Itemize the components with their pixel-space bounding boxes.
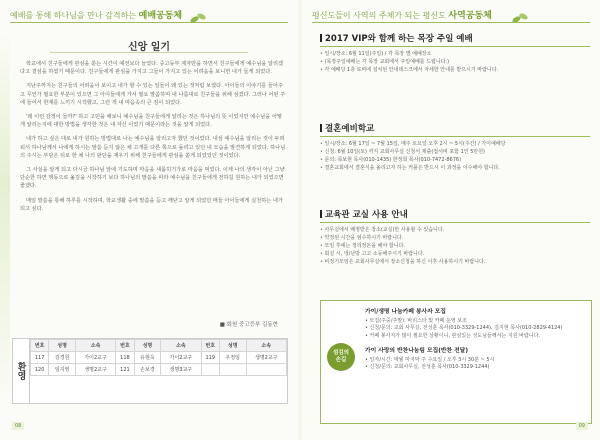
section-bar-icon: [320, 34, 322, 42]
roster-header: 번호: [201, 340, 219, 352]
volunteer-title: 가이 사랑의 반찬나눔팀 모집(반찬 전달): [365, 348, 468, 354]
article-title: 신앙 일기: [127, 42, 171, 53]
roster-cell: 119: [201, 352, 219, 364]
list-item: • 회실 시, 냉/난방 고고 소등해주시기 바랍니다.: [320, 250, 590, 258]
roster-cell: 117: [31, 352, 49, 364]
list-item: • 카페 봉사자가 많이 필요한 상황이니, 관심있는 성도님들께서는 지원 바랍니다.: [365, 333, 585, 341]
serving-badge-line: 손길: [335, 357, 347, 363]
article-paragraph: 학교에서 친구들에게 관심을 쏟는 시간이 예전보다 늘었다. 중고등부 제자반을 하면서 친구들에게 예수님을 알리겠다고 결심을 하였기 때문이다. 친구들에게 관심을 가지고 그들이 가지고 있는 어려움을 보니면 내가 들게 되었다.: [20, 61, 283, 76]
roster-cell: [219, 364, 246, 376]
left-header-highlight: 예배공동체: [138, 11, 183, 21]
section-classroom-guide: [320, 208, 590, 266]
section-title: [320, 32, 590, 47]
list-item: • 일자/시간: 매월 마지막 주 수요일 / 오후 3시 30분 ~ 5시: [365, 357, 585, 365]
volunteer-content: [365, 307, 585, 372]
list-item: • 결혼교회에서 결혼식을 올리고자 하는 커플은 반드시 이 과정을 이수해야 합니다.: [320, 164, 590, 172]
section-list: [320, 140, 590, 172]
section-title-text: 결혼예비학교: [325, 124, 375, 134]
roster-cell: 임지영: [49, 364, 76, 376]
roster-cell: 121: [116, 364, 134, 376]
roster-cell: 120: [31, 364, 49, 376]
roster-cell: 118: [116, 352, 134, 364]
article-paragraph: '왜 이런 감정이 들까?' 하고 고민을 해보니 예수님을 친구들에게 알리는 것은 하나님의 뜻 이었지만 예수님을 어떻게 알리는지에 대한 방법을 생각한 것은 내 자신 이었기 때문이라는 것을 알게 되었다.: [20, 114, 282, 129]
roster-header-row: [31, 340, 287, 352]
roster-cell: 우정임: [219, 352, 246, 364]
list-item: • 문의: 목보현 목사(010-1435) 한정희 목사(010-7472-8676): [320, 156, 590, 164]
volunteer-list: [365, 357, 585, 372]
leaf-decoration: [0, 30, 10, 410]
page-number: 08: [12, 422, 24, 430]
roster-header: 소속: [161, 340, 201, 352]
section-title: [320, 122, 590, 137]
left-page: [0, 0, 298, 440]
article-paragraph: 매일 말씀을 통해 하루를 시작하며, 학교생활 중에 말씀을 듣고 깨닫고 알게 되었던 매들 아이들에게 실천하는 내가 되고 싶다.: [20, 197, 283, 212]
roster-header: 성명: [219, 340, 246, 352]
section-title-text: 교육관 교실 사용 안내: [325, 210, 408, 220]
roster-header: 번호: [31, 340, 49, 352]
right-header: [312, 8, 590, 21]
list-item: • 각 예배당 1층 로비에 설치된 안내데스크에서 자세한 안내를 받으시기 바랍니다.: [320, 66, 590, 74]
list-item: • 신청/문의: 교회사무실, 전성훈 목사(010-3329-1244): [365, 364, 585, 372]
list-item: • 신청/문의: 교회 사무실, 전성훈 목사(010-3329-1244), 김지현 목사(010-2829-4124): [365, 325, 585, 333]
volunteer-list: [365, 318, 585, 341]
list-item: • 일시/장소: 6월 17일 ~ 7월 15일, 매주 토요일 오후 2시 ~ 5시(주간) / 가이예배당: [320, 140, 590, 148]
roster-header: 소속: [75, 340, 115, 352]
left-header-line: [10, 22, 288, 23]
serving-badge: [327, 343, 355, 371]
roster-cell: [246, 364, 286, 376]
roster-cell: 가이2교구: [75, 352, 115, 364]
list-item: • 신청: 6월 10일(토) 까지 교회사무실 신청서 제출(접서비 포함 1인 5만원): [320, 148, 590, 156]
section-title: [320, 208, 590, 223]
roster-header: 성명: [134, 340, 161, 352]
roster-cell: 유현욱: [134, 352, 161, 364]
roster-header: 번호: [116, 340, 134, 352]
roster-cell: 생명2교구: [246, 352, 286, 364]
left-header-text: 예배를 통해 하나님을 만나 감격하는: [10, 11, 139, 20]
right-page: [302, 0, 600, 440]
welcome-roster: [12, 338, 288, 404]
page-number: 09: [576, 422, 588, 430]
article-body: [20, 60, 286, 219]
title-divider: [50, 52, 248, 53]
section-bar-icon: [320, 124, 322, 132]
list-item: • (목장주일예배는 각 목장 교회에서 주일예배를 드립니다.): [320, 58, 590, 66]
section-title-text: 2017 VIP와 함께 하는 목장 주일 예배: [325, 34, 473, 44]
roster-label: 환영: [13, 339, 30, 403]
list-item: • 모집(주중/주말): 바리스타 및 카페 운영 보조: [365, 318, 585, 326]
list-item: • 약정된 시간을 엄수하시기 바랍니다.: [320, 234, 590, 242]
right-header-line: [312, 22, 590, 23]
right-header-highlight: 사역공동체: [448, 11, 492, 21]
roster-table: [30, 339, 287, 376]
roster-header: 성명: [49, 340, 76, 352]
list-item: • 모임 후에는 정리정돈을 해야 합니다.: [320, 242, 590, 250]
list-item: • 일시/장소: 6월 11일(주일) / 각 목장 별 예배장소: [320, 50, 590, 58]
article-paragraph: 지난주까지는 친구들의 어려움이 보이고 내가 할 수 있는 일들이 왜 있는 것처럼 보였다. 아이들의 이야기를 들어주고 무언가 필요한 부분이 있으면 그 아이들에게 가서 필요 말씀하며 내 나름대로 친구들을 위해 섬겼다. 그러나 어떤 주에 들어서 한계를 느끼기 시작했고, 그런 게 내 마음속의 큰 짐이 되었다.: [20, 83, 286, 106]
list-item: • 비정기모임은 교회사무실에서 장소신청을 하신 이후 사용하시기 바랍니다.: [320, 258, 590, 266]
section-bar-icon: [320, 210, 322, 218]
roster-row: [31, 352, 287, 364]
roster-header: 소속: [246, 340, 286, 352]
list-item: • 사무실에서 배정받은 장소(교실)만 사용할 수 있습니다.: [320, 226, 590, 234]
article-paragraph: 내가 하고 싶은 대로 내가 원하는 방법대로 나는 예수님을 알리고자 했던 것이었다. 내심 예수님을 알리는 것이 두려워서 하나님께서 나에게 하시는 말씀 듣지 않은 채 고개를 다른 쪽으로 돌리고 있던 내 모습을 발견하게 되었다. 하나님의 주시는 부담은 뒤로 한 채 나의 판단을 재우기 위해 친구들에게 관심을 쏟게 되었었던 것이었다.: [20, 136, 286, 159]
right-header-text: 평신도들이 사역의 주체가 되는 평신도: [312, 11, 449, 20]
roster-cell: [201, 364, 219, 376]
section-list: [320, 50, 590, 74]
section-marriage-school: [320, 122, 590, 172]
serving-badge-line: 섬김의: [333, 350, 349, 356]
section-vip-worship: [320, 32, 590, 74]
volunteer-title: 가이/생명 나눔카페 봉사자 모집: [365, 309, 446, 315]
section-list: [320, 226, 590, 266]
roster-cell: 손보경: [134, 364, 161, 376]
article-paragraph: 그 사실을 알게 되고 다시금 하나님 앞에 기도하며 마음을 새롭히기가로 마음을 먹었다. 이제 나의 생각이 아닌 그냥 단순한 하면 행동으로 옮김을 시작하기 보다 하나님의 말씀을 따라 예수님을 친구들에게 전하길 원하는 내가 되었으면 좋겠다.: [20, 167, 285, 190]
roster-cell: 생명2교구: [75, 364, 115, 376]
roster-cell: 가이2교구: [161, 352, 201, 364]
left-header: [10, 8, 288, 21]
roster-cell: 생명3교구: [161, 364, 201, 376]
article-author: ■ 회원 중고등부 김동현: [219, 322, 278, 328]
roster-cell: 김경원: [49, 352, 76, 364]
roster-row: [31, 364, 287, 376]
volunteer-box: [320, 300, 592, 424]
